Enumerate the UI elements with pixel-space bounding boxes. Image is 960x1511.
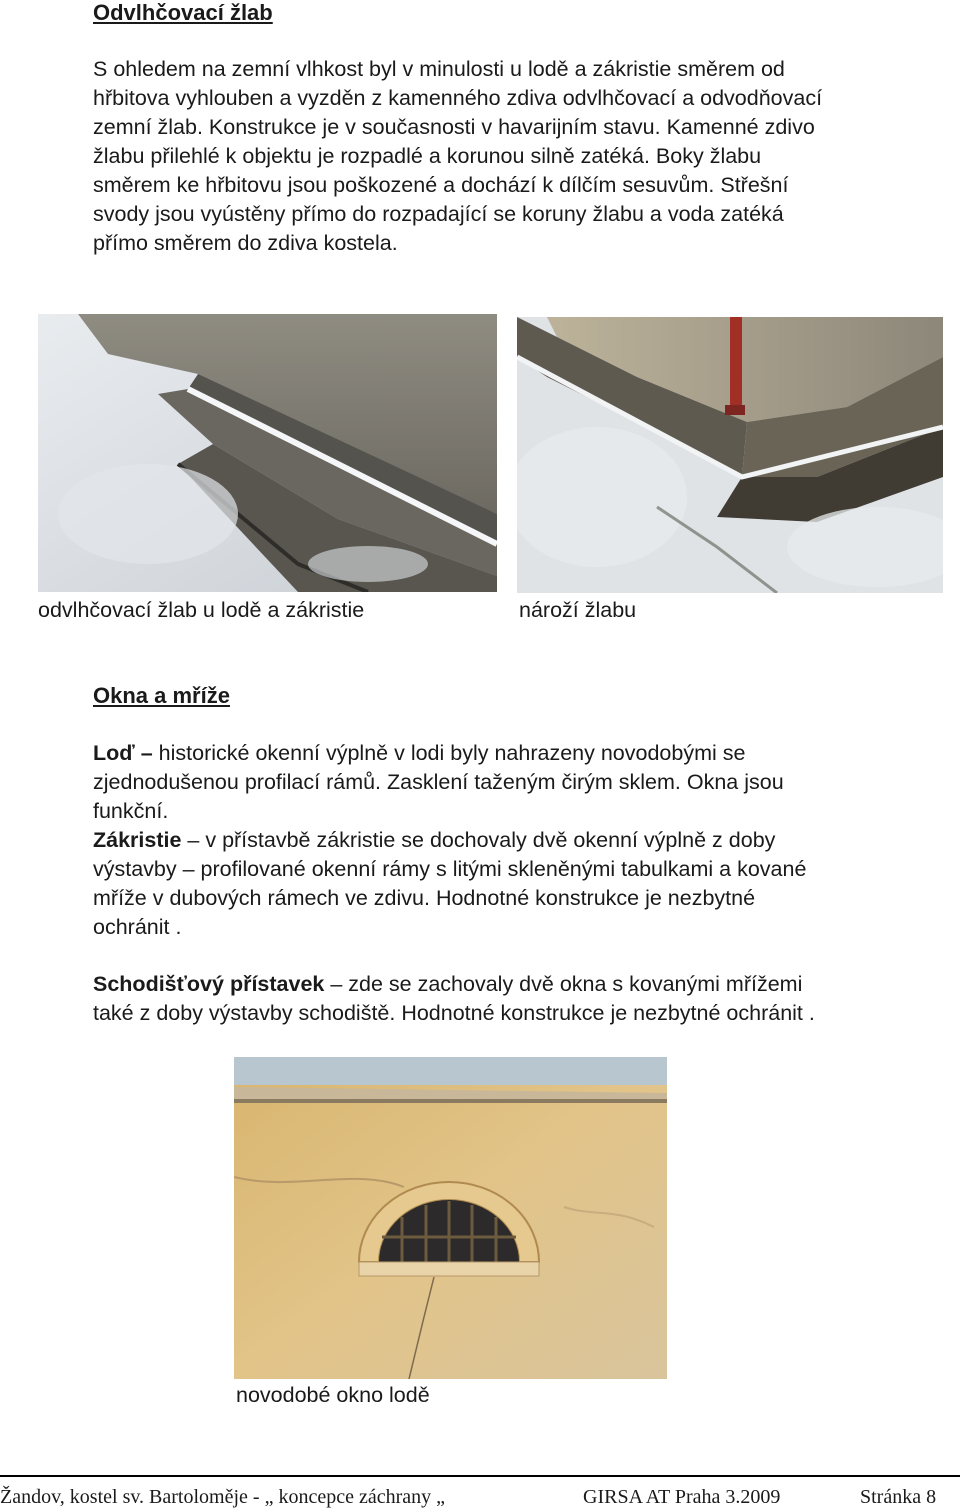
page-footer (0, 1483, 960, 1511)
paragraph-line: svody jsou vyústěny přímo do rozpadající se koruny žlabu a voda zatéká (93, 202, 784, 226)
section-heading-okna-a-mrize: Okna a mříže (93, 683, 230, 708)
term-schodistovy-pristavek: Schodišťový přístavek (93, 972, 325, 996)
paragraph-line: ochránit . (93, 915, 182, 939)
paragraph-schodistovy-pristavek (93, 970, 953, 1028)
paragraph-line: žlabu přilehlé k objektu je rozpadlé a korunou silně zatéká. Boky žlabu (93, 144, 762, 168)
paragraph-odvlhcovaci-zlab (93, 55, 953, 258)
section-heading-odvlhcovaci-zlab: Odvlhčovací žlab (93, 0, 273, 25)
footer-document-title: Žandov, kostel sv. Bartoloměje - „ koncepce záchrany „ (0, 1486, 445, 1508)
paragraph-lod (93, 739, 953, 826)
paragraph-line: přímo směrem do zdiva kostela. (93, 231, 398, 255)
paragraph-line: zemní žlab. Konstrukce je v současnosti v havarijním stavu. Kamenné zdivo (93, 115, 815, 139)
paragraph-line: hřbitova vyhlouben a vyzděn z kamenného zdiva odvlhčovací a odvodňovací (93, 86, 823, 110)
photo-trench-nave (38, 314, 497, 592)
caption-trench-corner: nároží žlabu (519, 598, 637, 622)
paragraph-line: zjednodušenou profilací rámů. Zasklení taženým čirým sklem. Okna jsou (93, 770, 784, 794)
footer-page-number: Stránka 8 (860, 1486, 937, 1508)
paragraph-line: funkční. (93, 799, 169, 823)
paragraph-line: historické okenní výplně v lodi byly nahrazeny novodobými se (152, 741, 746, 765)
paragraph-line: – v přístavbě zákristie se dochovaly dvě okenní výplně z doby (181, 828, 776, 852)
term-lod: Loď (93, 741, 135, 765)
paragraph-zakristie (93, 826, 953, 942)
paragraph-line: také z doby výstavby schodiště. Hodnotné konstrukce je nezbytné ochránit . (93, 1001, 815, 1025)
paragraph-line: – zde se zachovaly dvě okna s kovanými mřížemi (324, 972, 803, 996)
caption-trench-nave: odvlhčovací žlab u lodě a zákristie (38, 598, 365, 622)
paragraph-line: směrem ke hřbitovu jsou poškozené a dochází k dílčím sesuvům. Střešní (93, 173, 789, 197)
term-dash: – (140, 741, 153, 765)
footer-author-date: GIRSA AT Praha 3.2009 (583, 1486, 781, 1508)
term-zakristie: Zákristie (93, 828, 182, 852)
paragraph-line: výstavby – profilované okenní rámy s litými skleněnými tabulkami a kované (93, 857, 807, 881)
caption-nave-window: novodobé okno lodě (236, 1383, 430, 1407)
footer-divider (0, 1475, 960, 1477)
photo-trench-corner (517, 317, 943, 593)
photo-nave-window (234, 1057, 667, 1379)
paragraph-line: S ohledem na zemní vlhkost byl v minulosti u lodě a zákristie směrem od (93, 57, 785, 81)
paragraph-line: mříže v dubových rámech ve zdivu. Hodnotné konstrukce je nezbytné (93, 886, 756, 910)
